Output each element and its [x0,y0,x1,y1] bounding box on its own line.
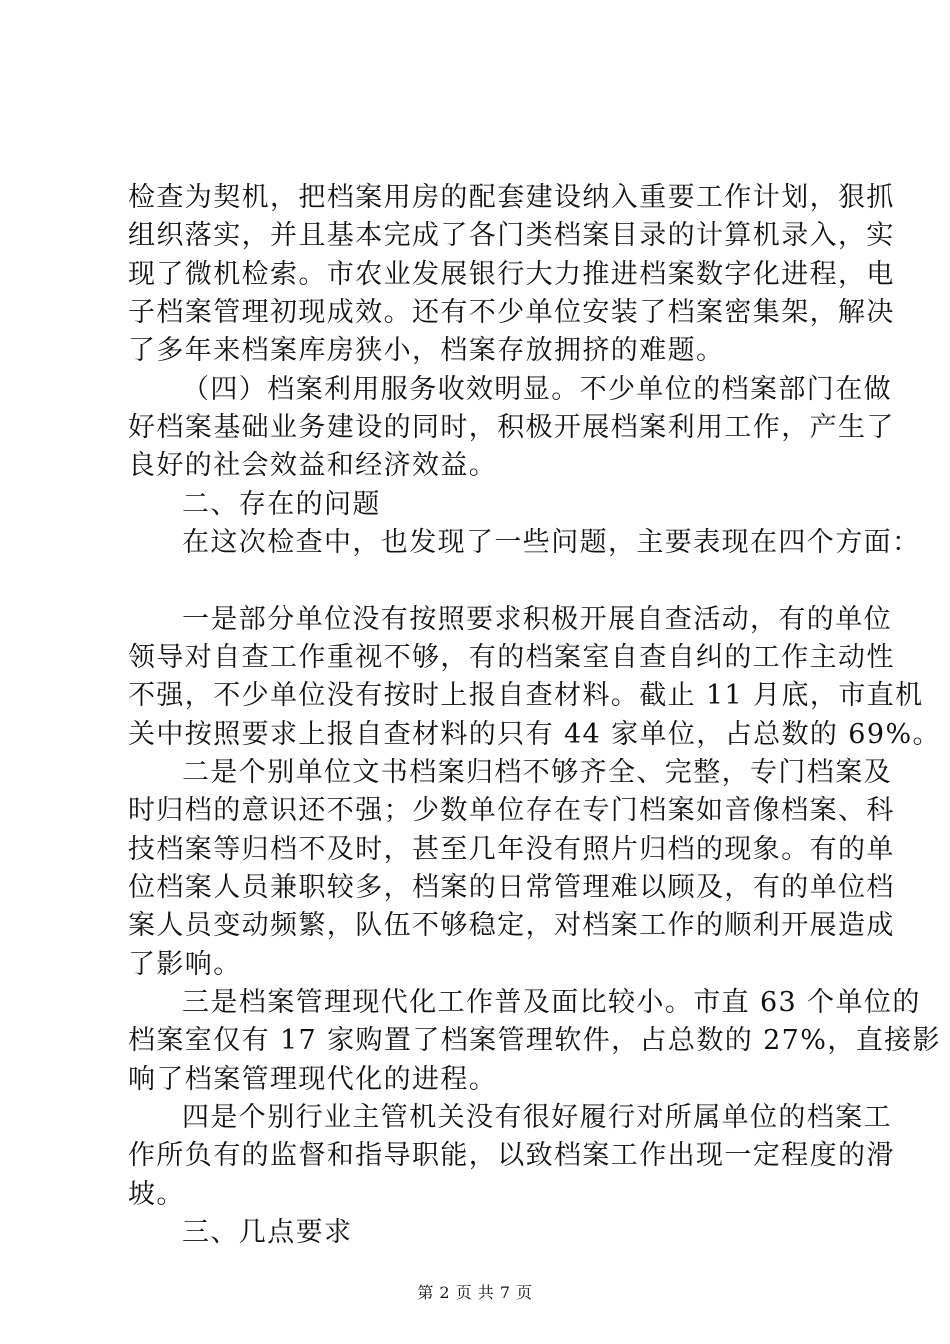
text-line: 时归档的意识还不强；少数单位存在专门档案如音像档案、科 [128,795,895,826]
text-line: 档案室仅有 17 家购置了档案管理软件，占总数的 27%，直接影 [128,1025,941,1056]
section-heading: 三、几点要求 [182,1217,353,1248]
text-line: 作所负有的监督和指导职能，以致档案工作出现一定程度的滑 [128,1140,895,1171]
page-number-footer: 第 2 页 共 7 页 [417,1283,533,1302]
text-line: 组织落实，并且基本完成了各门类档案目录的计算机录入，实 [128,220,895,251]
text-line: 在这次检查中，也发现了一些问题，主要表现在四个方面： [182,527,921,558]
text-line: 三是档案管理现代化工作普及面比较小。市直 63 个单位的 [182,987,921,1018]
text-line: （四）档案利用服务收效明显。不少单位的档案部门在做 [182,374,892,405]
text-line: 检查为契机，把档案用房的配套建设纳入重要工作计划，狠抓 [128,182,895,213]
text-line: 案人员变动频繁，队伍不够稳定，对档案工作的顺利开展造成 [128,910,895,941]
text-line: 良好的社会效益和经济效益。 [128,450,498,481]
text-line: 二是个别单位文书档案归档不够齐全、完整，专门档案及 [182,757,892,788]
text-line: 了多年来档案库房狭小，档案存放拥挤的难题。 [128,335,725,366]
text-line: 一是部分单位没有按照要求积极开展自查活动，有的单位 [182,604,892,635]
text-line: 关中按照要求上报自查材料的只有 44 家单位，占总数的 69%。 [128,719,941,750]
text-line: 位档案人员兼职较多，档案的日常管理难以顾及，有的单位档 [128,872,895,903]
text-line: 不强，不少单位没有按时上报自查材料。截止 11 月底，市直机 [128,680,924,711]
text-line: 子档案管理初现成效。还有不少单位安装了档案密集架，解决 [128,297,895,328]
text-line: 现了微机检索。市农业发展银行大力推进档案数字化进程，电 [128,259,895,290]
text-line: 了影响。 [128,949,242,980]
text-line: 四是个别行业主管机关没有很好履行对所属单位的档案工 [182,1102,892,1133]
text-line: 好档案基础业务建设的同时，积极开展档案利用工作，产生了 [128,412,895,443]
text-line: 领导对自查工作重视不够，有的档案室自查自纠的工作主动性 [128,642,895,673]
text-line: 响了档案管理现代化的进程。 [128,1064,498,1095]
text-line: 技档案等归档不及时，甚至几年没有照片归档的现象。有的单 [128,834,895,865]
section-heading: 二、存在的问题 [182,489,381,520]
text-line: 坡。 [128,1179,185,1210]
